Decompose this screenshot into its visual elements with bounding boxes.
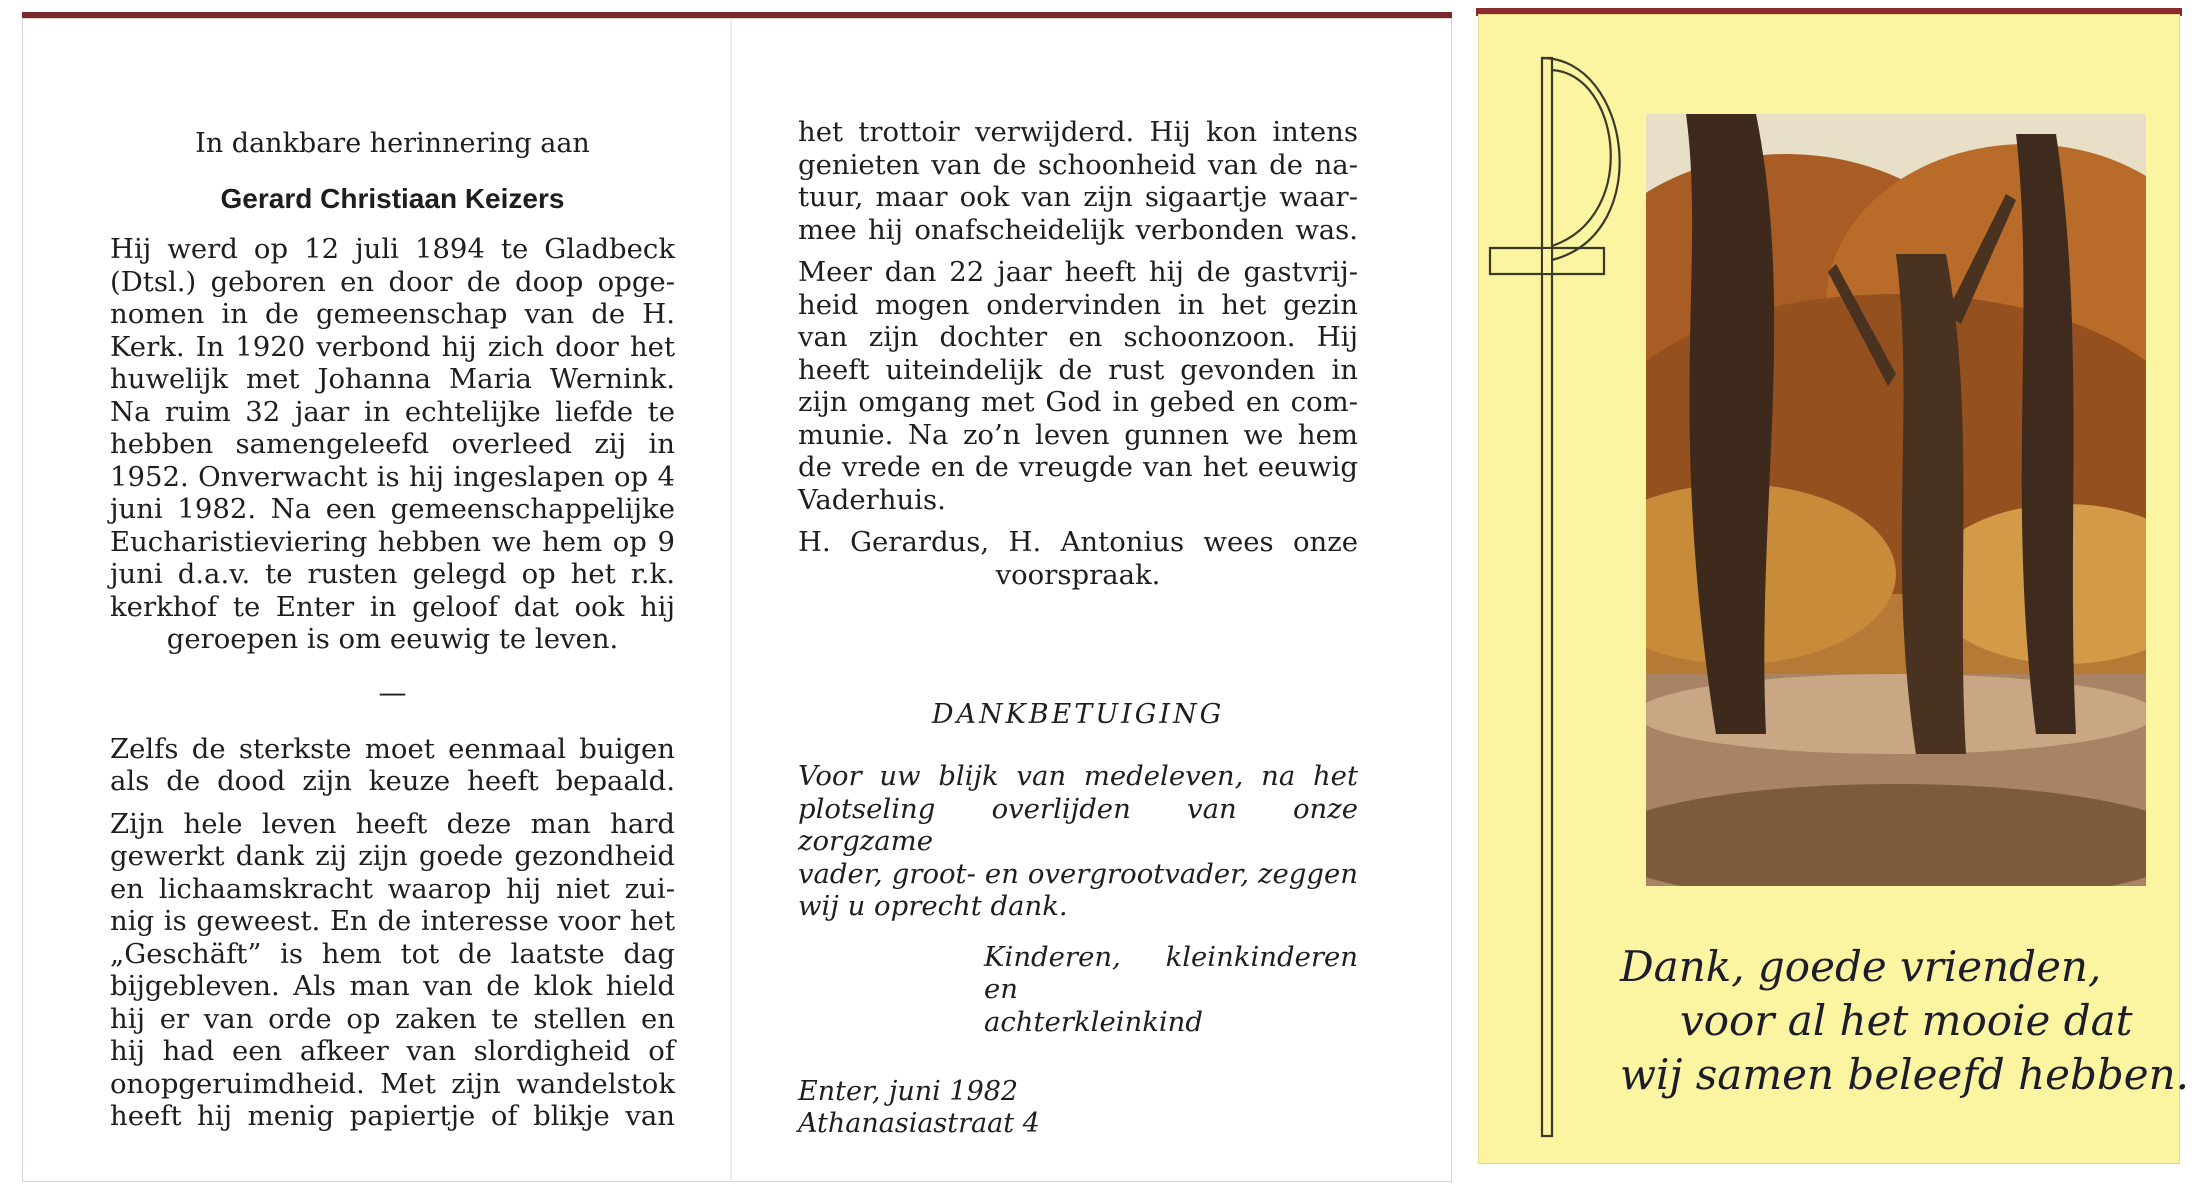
text-line: heid mogen ondervinden in het gezin [798, 288, 1358, 321]
cover-message [1620, 940, 2190, 1102]
thanks-line: Voor uw blijk van medeleven, na het [798, 760, 1358, 792]
bio-line: Na ruim 32 jaar in echtelijke liefde te [110, 395, 675, 428]
text-line: de vrede en de vreugde van het eeuwig [798, 451, 1358, 483]
life-line: nig is geweest. En de interesse voor het [110, 905, 675, 937]
bio-line: (Dtsl.) geboren en door de doop opge- [110, 265, 675, 298]
cover-line: voor al het mooie dat [1680, 996, 2133, 1045]
bio-line: geroepen is om eeuwig te leven. [166, 623, 619, 655]
home-text [798, 256, 1358, 516]
text-line: genieten van de schoonheid van de na- [798, 148, 1358, 181]
prayer-line: voorspraak. [995, 558, 1161, 591]
intro-line: In dankbare herinnering aan [195, 128, 590, 159]
bio-line: nomen in de gemeenschap van de H. [110, 298, 675, 330]
cover-line: wij samen beleefd hebben. [1620, 1050, 2190, 1099]
signature-line: achterkleinkind [984, 1005, 1203, 1038]
text-line: munie. Na zo’n leven gunnen we hem [798, 418, 1358, 451]
thanks-line: vader, groot- en overgrootvader, zeggen [798, 857, 1358, 890]
life-line: en lichaamskracht waarop hij niet zui- [110, 872, 675, 905]
bio-line: 1952. Onverwacht is hij ingeslapen op 4 [110, 460, 675, 493]
separator-dash: — [378, 675, 407, 709]
life-line: gewerkt dank zij zijn goede gezondheid [110, 840, 675, 872]
thanks-line: wij u oprecht dank. [798, 890, 1068, 922]
thanks-message [798, 760, 1358, 923]
signature [984, 941, 1358, 1039]
life-line: onopgeruimdheid. Met zijn wandelstok [110, 1067, 675, 1100]
bio-line: Eucharistieviering hebben we hem op 9 [110, 525, 675, 558]
address: Athanasiastraat 4 [798, 1108, 1040, 1139]
life-line: hij had een afkeer van slordigheid of [110, 1035, 675, 1067]
thanks-heading: DANKBETUIGING [931, 699, 1225, 730]
life-description [110, 808, 675, 1133]
text-line: tuur, maar ook van zijn sigaartje waar- [798, 181, 1358, 213]
place-date: Enter, juni 1982 [798, 1076, 1019, 1107]
left-page [110, 128, 675, 1133]
biography [110, 233, 675, 656]
life-line: Zijn hele leven heeft deze man hard [110, 807, 675, 840]
bio-line: huwelijk met Johanna Maria Wernink. [110, 363, 675, 395]
life-line: „Geschäft” is hem tot de laatste dag [110, 937, 675, 970]
chi-rho-cross-icon [1480, 48, 1640, 1148]
cover-line: Dank, goede vrienden, [1620, 942, 2102, 991]
life-line: hij er van orde op zaken te stellen en [110, 1002, 675, 1035]
autumn-trees-photo [1646, 114, 2146, 886]
bio-line: juni 1982. Na een gemeenschappelijke [110, 493, 675, 525]
bio-line: Kerk. In 1920 verbond hij zich door het [110, 330, 675, 363]
thanks-line: plotseling overlijden van onze zorgzame [798, 792, 1358, 857]
bio-line: Hij werd op 12 juli 1894 te Gladbeck [110, 233, 675, 265]
verse-line: Zelfs de sterkste moet eenmaal buigen [110, 732, 675, 765]
continued-text [798, 116, 1358, 246]
prayer [798, 526, 1358, 591]
verse-line: als de dood zijn keuze heeft bepaald. [110, 765, 675, 797]
text-line: zijn omgang met God in gebed en com- [798, 386, 1358, 418]
signature-line: Kinderen, kleinkinderen en [984, 940, 1358, 1005]
text-line: mee hij onafscheidelijk verbonden was. [798, 213, 1358, 246]
right-page [798, 116, 1358, 1140]
text-line: heeft uiteindelijk de rust gevonden in [798, 353, 1358, 386]
deceased-name: Gerard Christiaan Keizers [220, 182, 565, 214]
verse [110, 733, 675, 798]
card-fold [730, 20, 732, 1180]
bio-line: hebben samengeleefd overleed zij in [110, 428, 675, 460]
text-line: Vaderhuis. [798, 483, 946, 516]
text-line: het trottoir verwijderd. Hij kon intens [798, 116, 1358, 148]
bio-line: juni d.a.v. te rusten gelegd op het r.k. [110, 558, 675, 590]
text-line: Meer dan 22 jaar heeft hij de gastvrij- [798, 256, 1358, 288]
place-and-address [798, 1076, 1358, 1140]
life-line: heeft hij menig papiertje of blikje van [110, 1100, 675, 1132]
text-line: van zijn dochter en schoonzoon. Hij [798, 321, 1358, 353]
prayer-line: H. Gerardus, H. Antonius wees onze [798, 526, 1358, 558]
life-line: bijgebleven. Als man van de klok hield [110, 970, 675, 1002]
bio-line: kerkhof te Enter in geloof dat ook hij [110, 590, 675, 623]
